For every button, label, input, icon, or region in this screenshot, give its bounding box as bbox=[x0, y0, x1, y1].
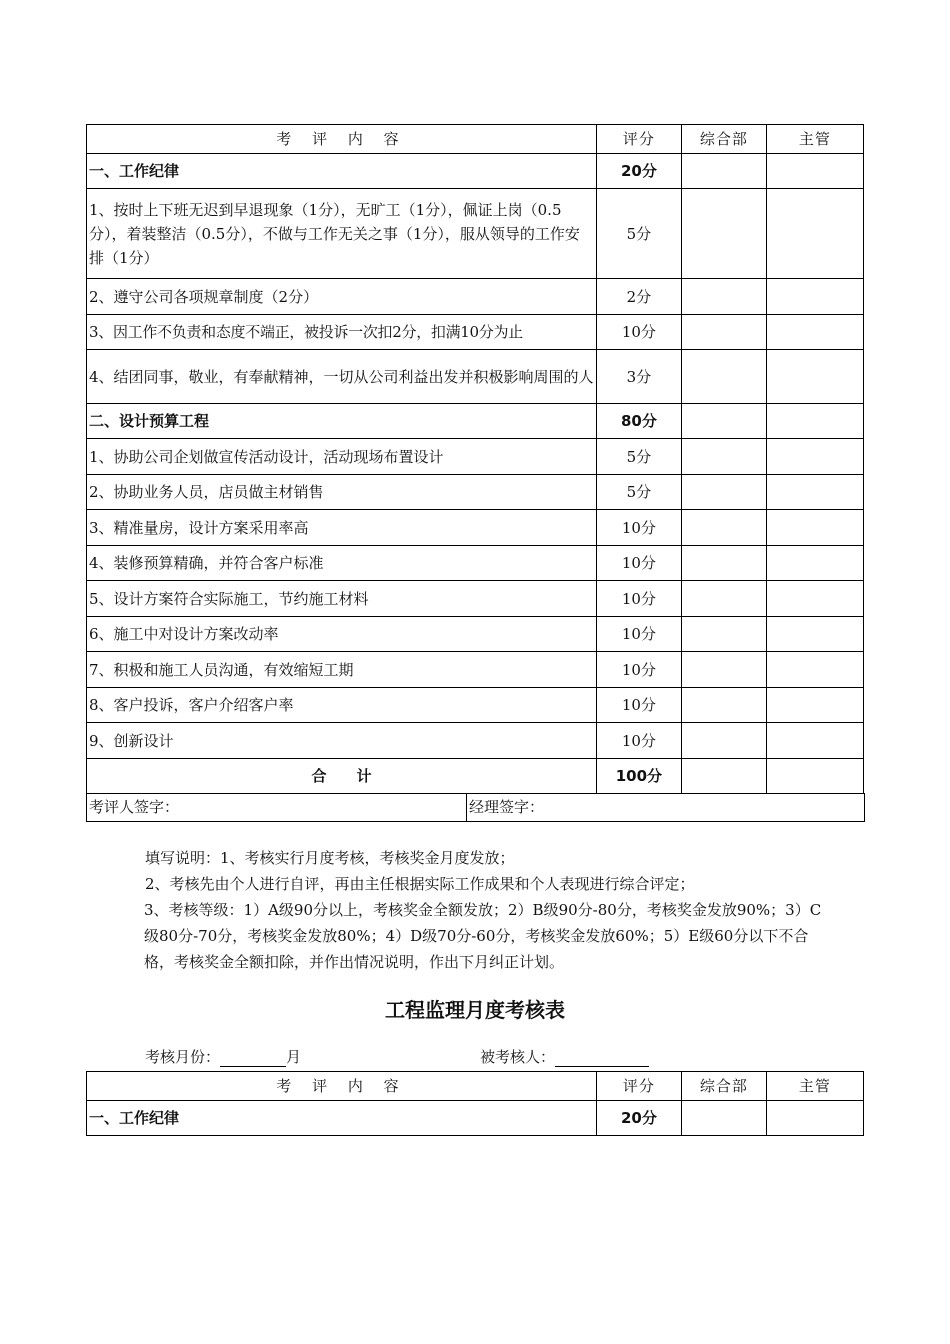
signature-table bbox=[86, 793, 865, 822]
table-row bbox=[87, 439, 864, 475]
score-cell: 10分 bbox=[596, 723, 681, 759]
item-content: 3、因工作不负责和态度不端正，被投诉一次扣2分，扣满10分为止 bbox=[87, 315, 597, 350]
total-label: 合 计 bbox=[87, 759, 597, 794]
table-row bbox=[87, 546, 864, 581]
supervisor-score-cell[interactable] bbox=[766, 652, 863, 688]
assessment-table bbox=[86, 124, 864, 794]
table-row bbox=[87, 510, 864, 546]
total-row bbox=[87, 759, 864, 794]
score-cell: 2分 bbox=[596, 279, 681, 315]
supervisor-score-cell[interactable] bbox=[766, 1101, 863, 1136]
header-dept: 综合部 bbox=[681, 125, 766, 154]
month-label: 考核月份： bbox=[145, 1048, 221, 1066]
score-cell: 10分 bbox=[596, 617, 681, 652]
dept-score-cell[interactable] bbox=[681, 475, 766, 510]
dept-score-cell[interactable] bbox=[681, 404, 766, 439]
supervisor-score-cell[interactable] bbox=[766, 581, 863, 617]
instructions bbox=[145, 845, 825, 975]
score-cell: 20分 bbox=[596, 1101, 681, 1136]
supervisor-score-cell[interactable] bbox=[766, 723, 863, 759]
instruction-line: 3、考核等级：1）A级90分以上，考核奖金全额发放；2）B级90分-80分，考核奖金发放90%；3）C级80分-70分，考核奖金发放80%；4）D级70分-60分，考核奖金发放60%；5）E级60分以下不合格，考核奖金全额扣除，并作出情况说明，作出下月纠正计划。 bbox=[144, 901, 822, 971]
person-label: 被考核人： bbox=[480, 1048, 556, 1066]
supervisor-score-cell[interactable] bbox=[766, 350, 863, 404]
table-row bbox=[87, 581, 864, 617]
month-input[interactable] bbox=[220, 1050, 286, 1067]
item-content: 5、设计方案符合实际施工，节约施工材料 bbox=[87, 581, 597, 617]
score-cell: 80分 bbox=[596, 404, 681, 439]
item-content: 4、结团同事，敬业，有奉献精神，一切从公司利益出发并积极影响周围的人 bbox=[87, 350, 597, 404]
item-content: 2、协助业务人员，店员做主材销售 bbox=[87, 475, 597, 510]
section-heading: 一、工作纪律 bbox=[87, 154, 597, 189]
score-cell: 5分 bbox=[596, 439, 681, 475]
supervisor-score-cell[interactable] bbox=[766, 189, 863, 279]
evaluator-signature-field[interactable]: 考评人签字： bbox=[87, 793, 467, 821]
supervisor-total-cell[interactable] bbox=[766, 759, 863, 794]
section-heading: 一、工作纪律 bbox=[87, 1101, 597, 1136]
dept-score-cell[interactable] bbox=[681, 581, 766, 617]
dept-score-cell[interactable] bbox=[681, 1101, 766, 1136]
score-cell: 5分 bbox=[596, 475, 681, 510]
dept-score-cell[interactable] bbox=[681, 154, 766, 189]
dept-score-cell[interactable] bbox=[681, 652, 766, 688]
instruction-line: 2、考核先由个人进行自评，再由主任根据实际工作成果和个人表现进行综合评定； bbox=[145, 875, 695, 893]
person-line bbox=[480, 1046, 649, 1067]
dept-score-cell[interactable] bbox=[681, 189, 766, 279]
table-row bbox=[87, 652, 864, 688]
supervisor-score-cell[interactable] bbox=[766, 688, 863, 723]
score-cell: 10分 bbox=[596, 546, 681, 581]
dept-score-cell[interactable] bbox=[681, 350, 766, 404]
dept-total-cell[interactable] bbox=[681, 759, 766, 794]
instruction-line: 填写说明：1、考核实行月度考核，考核奖金月度发放； bbox=[145, 849, 515, 867]
supervisor-score-cell[interactable] bbox=[766, 404, 863, 439]
table-row bbox=[87, 189, 864, 279]
item-content: 3、精准量房，设计方案采用率高 bbox=[87, 510, 597, 546]
table-header-row bbox=[87, 1072, 864, 1101]
item-content: 2、遵守公司各项规章制度（2分） bbox=[87, 279, 597, 315]
assessment-table-2 bbox=[86, 1071, 864, 1136]
month-line bbox=[145, 1046, 301, 1067]
dept-score-cell[interactable] bbox=[681, 439, 766, 475]
total-score: 100分 bbox=[596, 759, 681, 794]
dept-score-cell[interactable] bbox=[681, 617, 766, 652]
item-content: 1、协助公司企划做宣传活动设计，活动现场布置设计 bbox=[87, 439, 597, 475]
header-supervisor: 主管 bbox=[766, 125, 863, 154]
manager-signature-field[interactable]: 经理签字： bbox=[467, 793, 865, 821]
header-content: 考 评 内 容 bbox=[87, 1072, 597, 1101]
item-content: 4、装修预算精确，并符合客户标准 bbox=[87, 546, 597, 581]
header-supervisor: 主管 bbox=[766, 1072, 863, 1101]
supervisor-score-cell[interactable] bbox=[766, 439, 863, 475]
header-dept: 综合部 bbox=[681, 1072, 766, 1101]
dept-score-cell[interactable] bbox=[681, 315, 766, 350]
score-cell: 20分 bbox=[596, 154, 681, 189]
table-row bbox=[87, 315, 864, 350]
score-cell: 10分 bbox=[596, 688, 681, 723]
table-row bbox=[87, 154, 864, 189]
score-cell: 10分 bbox=[596, 510, 681, 546]
dept-score-cell[interactable] bbox=[681, 510, 766, 546]
supervisor-score-cell[interactable] bbox=[766, 475, 863, 510]
dept-score-cell[interactable] bbox=[681, 279, 766, 315]
dept-score-cell[interactable] bbox=[681, 723, 766, 759]
supervisor-score-cell[interactable] bbox=[766, 279, 863, 315]
item-content: 8、客户投诉，客户介绍客户率 bbox=[87, 688, 597, 723]
table-row bbox=[87, 688, 864, 723]
score-cell: 5分 bbox=[596, 189, 681, 279]
score-cell: 10分 bbox=[596, 652, 681, 688]
month-suffix: 月 bbox=[286, 1048, 302, 1066]
table-row bbox=[87, 279, 864, 315]
section-heading: 二、设计预算工程 bbox=[87, 404, 597, 439]
table-row bbox=[87, 1101, 864, 1136]
header-content: 考 评 内 容 bbox=[87, 125, 597, 154]
supervisor-score-cell[interactable] bbox=[766, 315, 863, 350]
dept-score-cell[interactable] bbox=[681, 688, 766, 723]
table-row bbox=[87, 617, 864, 652]
supervisor-score-cell[interactable] bbox=[766, 154, 863, 189]
score-cell: 10分 bbox=[596, 315, 681, 350]
item-content: 1、按时上下班无迟到早退现象（1分），无旷工（1分），佩证上岗（0.5分），着装整洁（0.5分），不做与工作无关之事（1分），服从领导的工作安排（1分） bbox=[87, 189, 597, 279]
supervisor-score-cell[interactable] bbox=[766, 510, 863, 546]
table-row bbox=[87, 404, 864, 439]
table-header-row bbox=[87, 125, 864, 154]
table-row bbox=[87, 475, 864, 510]
header-score: 评分 bbox=[596, 1072, 681, 1101]
score-cell: 10分 bbox=[596, 581, 681, 617]
item-content: 9、创新设计 bbox=[87, 723, 597, 759]
header-score: 评分 bbox=[596, 125, 681, 154]
score-cell: 3分 bbox=[596, 350, 681, 404]
item-content: 6、施工中对设计方案改动率 bbox=[87, 617, 597, 652]
form-title: 工程监理月度考核表 bbox=[385, 998, 565, 1022]
item-content: 7、积极和施工人员沟通，有效缩短工期 bbox=[87, 652, 597, 688]
table-row bbox=[87, 350, 864, 404]
supervisor-score-cell[interactable] bbox=[766, 546, 863, 581]
table-row bbox=[87, 723, 864, 759]
dept-score-cell[interactable] bbox=[681, 546, 766, 581]
supervisor-score-cell[interactable] bbox=[766, 617, 863, 652]
person-input[interactable] bbox=[555, 1050, 649, 1067]
